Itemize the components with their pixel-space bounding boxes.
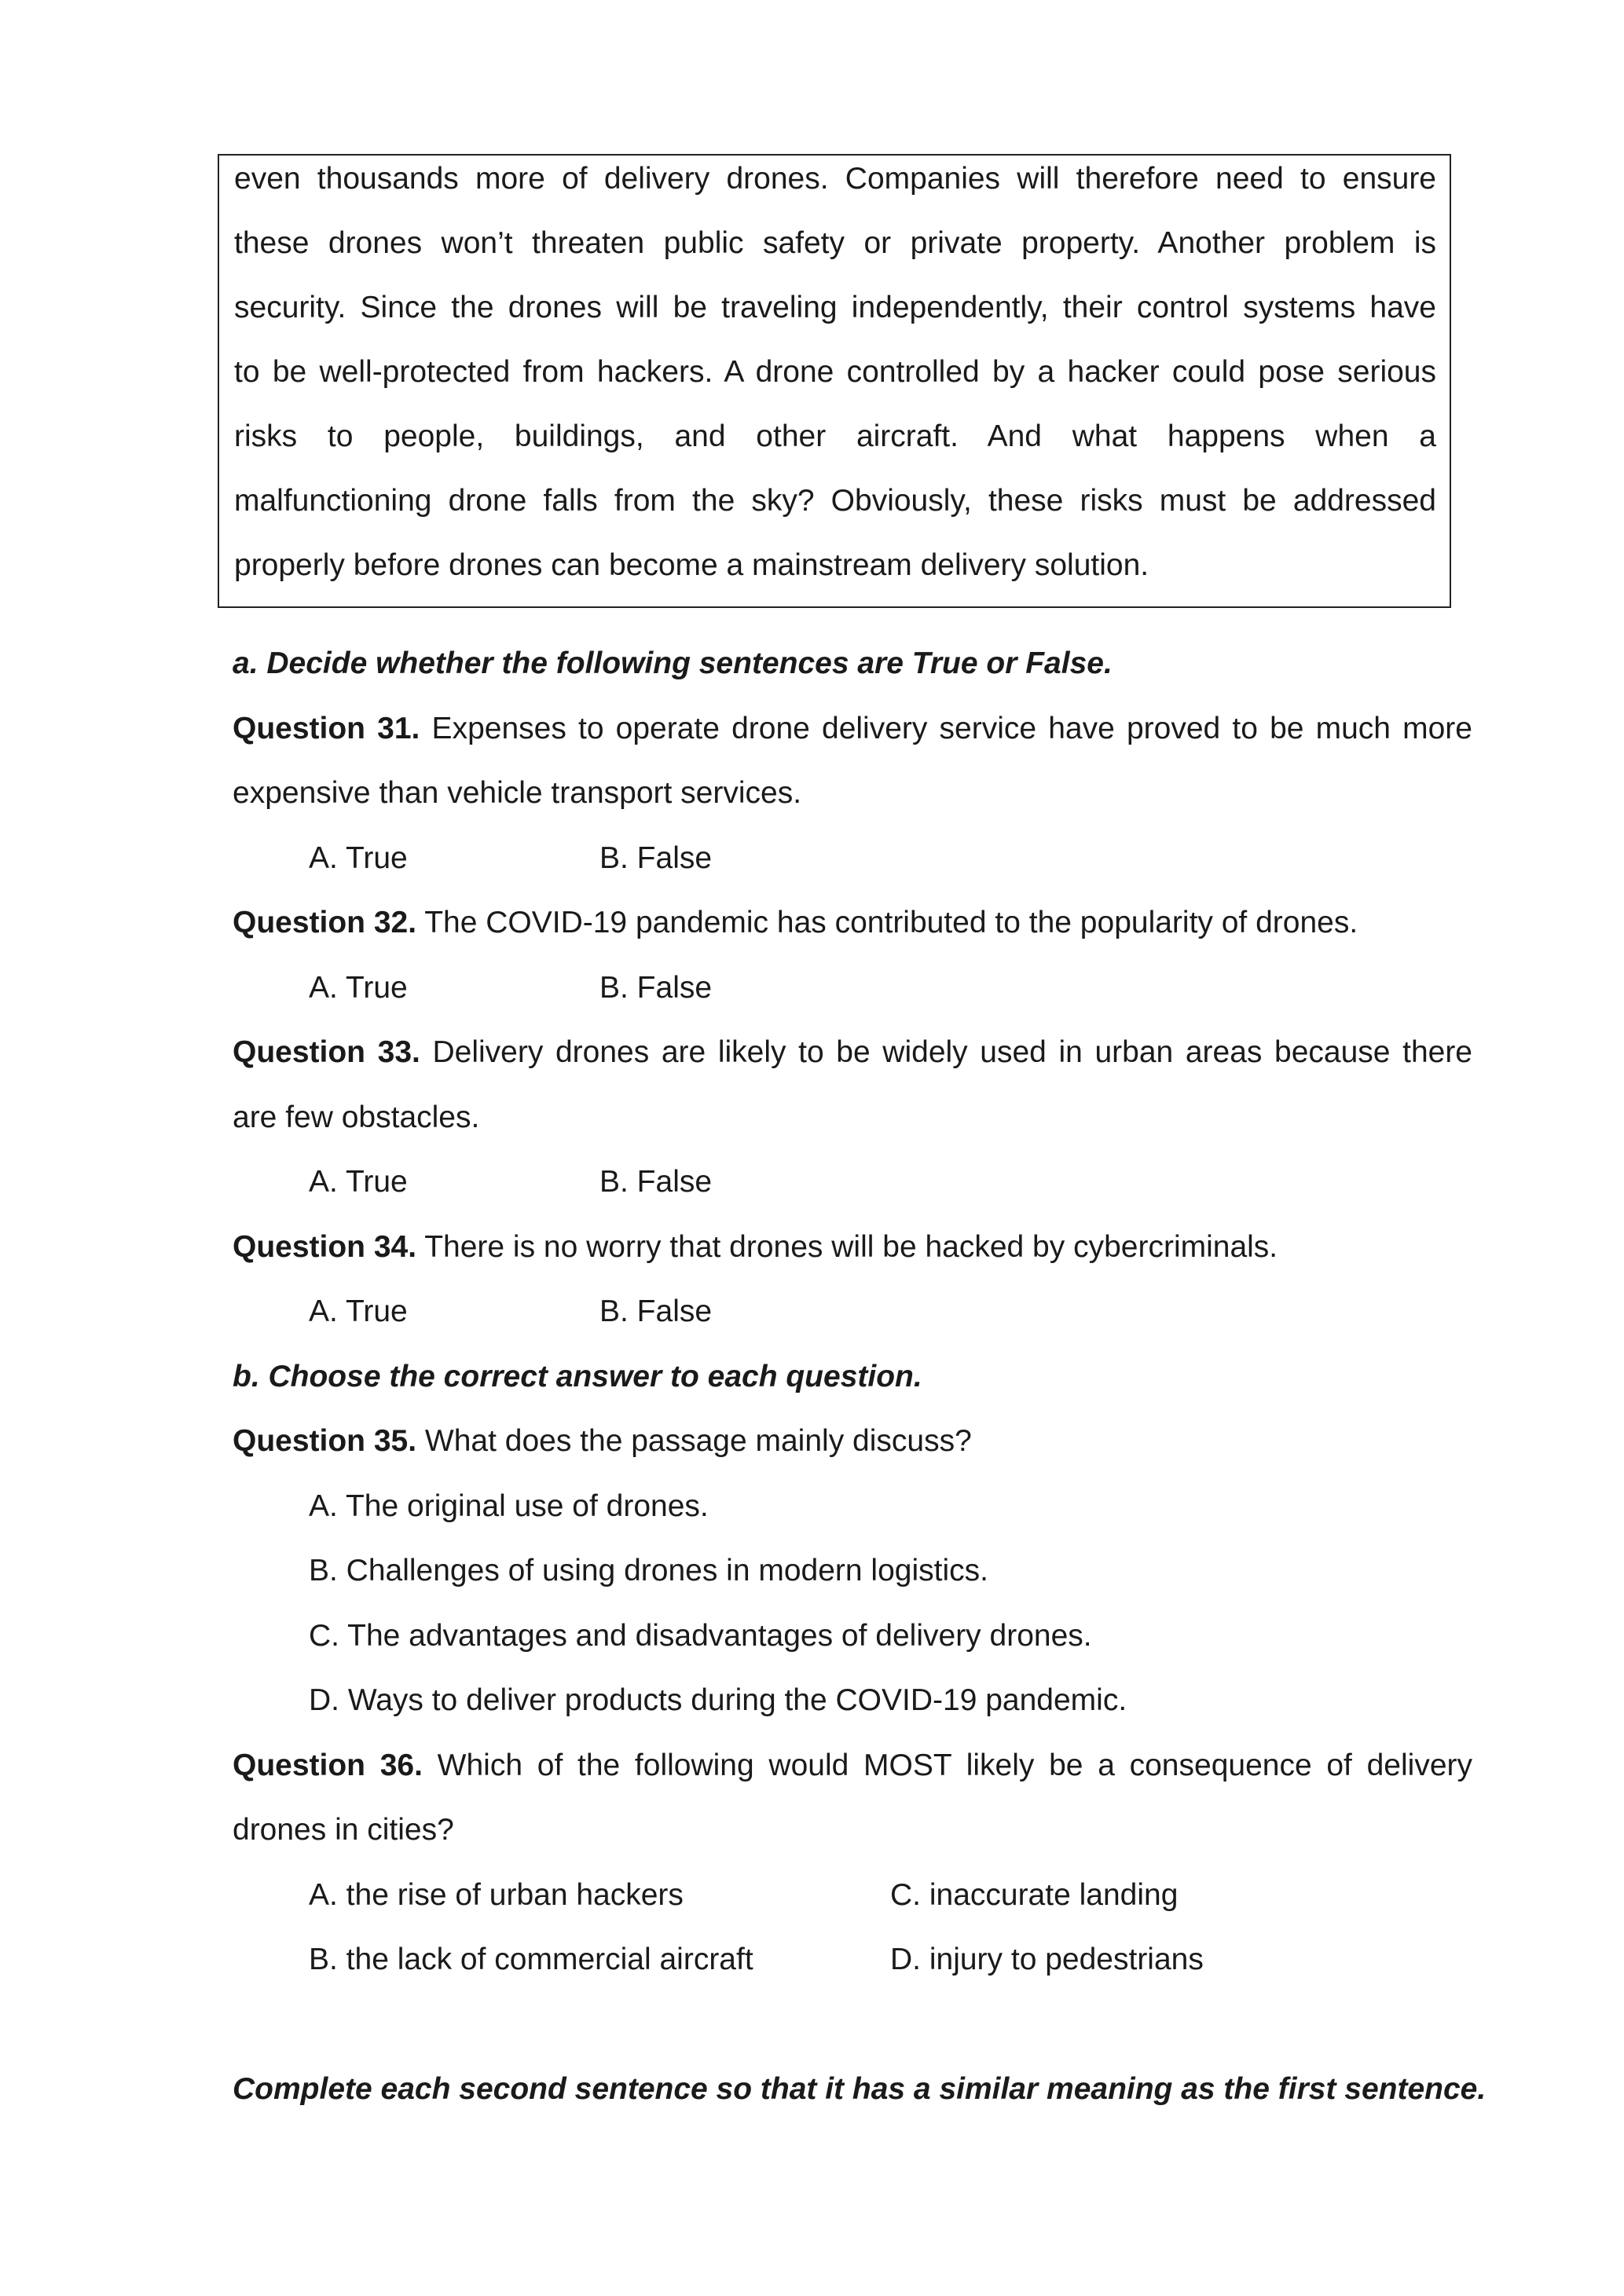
passage-line: these drones won’t threaten public safety or private property. Another problem is <box>234 226 1436 260</box>
question-35-option-d[interactable]: D. Ways to deliver products during the COVID-19 pandemic. <box>309 1683 1127 1717</box>
passage-line: to be well-protected from hackers. A drone controlled by a hacker could pose serious <box>234 355 1436 389</box>
question-36-option-b[interactable]: B. the lack of commercial aircraft <box>309 1943 753 1976</box>
question-31-option-b[interactable]: B. False <box>599 841 713 875</box>
question-32-option-b[interactable]: B. False <box>599 971 713 1005</box>
question-34-option-b[interactable]: B. False <box>599 1294 713 1328</box>
section-c-heading: Complete each second sentence so that it has a similar meaning as the first sentence. <box>233 2072 1487 2106</box>
question-36-continuation: drones in cities? <box>233 1813 454 1847</box>
question-34-label: Question 34. <box>233 1230 417 1264</box>
question-34-text <box>233 1228 1278 1267</box>
question-36-text <box>233 1746 1472 1785</box>
question-33-continuation: are few obstacles. <box>233 1100 480 1134</box>
question-32-label: Question 32. <box>233 906 417 939</box>
question-31-continuation: expensive than vehicle transport services. <box>233 776 802 810</box>
question-31-option-a[interactable]: A. True <box>309 841 408 875</box>
question-36-label: Question 36. <box>233 1749 423 1782</box>
question-33-stem: Delivery drones are likely to be widely used in urban areas because there <box>420 1035 1472 1069</box>
question-36-option-d[interactable]: D. injury to pedestrians <box>890 1943 1204 1976</box>
question-34-stem: There is no worry that drones will be hacked by cybercriminals. <box>416 1230 1278 1264</box>
question-35-option-c[interactable]: C. The advantages and disadvantages of delivery drones. <box>309 1619 1092 1653</box>
question-32-option-a[interactable]: A. True <box>309 971 408 1005</box>
question-35-option-a[interactable]: A. The original use of drones. <box>309 1489 709 1523</box>
question-35-text <box>233 1422 972 1461</box>
section-a-heading: a. Decide whether the following sentences are True or False. <box>233 646 1113 680</box>
passage-line: security. Since the drones will be traveling independently, their control systems have <box>234 291 1436 324</box>
question-31-text <box>233 709 1472 749</box>
reading-passage-box <box>218 154 1451 608</box>
passage-line: malfunctioning drone falls from the sky? Obviously, these risks must be addressed <box>234 484 1436 518</box>
passage-line: even thousands more of delivery drones. Companies will therefore need to ensure <box>234 162 1436 196</box>
question-31-label: Question 31. <box>233 712 420 745</box>
question-33-option-b[interactable]: B. False <box>599 1165 713 1199</box>
question-31-stem: Expenses to operate drone delivery service have proved to be much more <box>420 712 1472 745</box>
question-35-stem: What does the passage mainly discuss? <box>416 1424 972 1458</box>
question-35-label: Question 35. <box>233 1424 417 1458</box>
question-32-text <box>233 903 1358 943</box>
question-36-option-c[interactable]: C. inaccurate landing <box>890 1878 1179 1912</box>
question-33-text <box>233 1033 1472 1072</box>
question-33-option-a[interactable]: A. True <box>309 1165 408 1199</box>
question-32-stem: The COVID-19 pandemic has contributed to the popularity of drones. <box>416 906 1358 939</box>
passage-line: risks to people, buildings, and other aircraft. And what happens when a <box>234 419 1436 453</box>
section-b-heading: b. Choose the correct answer to each question. <box>233 1360 922 1393</box>
question-36-stem: Which of the following would MOST likely be a consequence of delivery <box>422 1749 1472 1782</box>
question-34-option-a[interactable]: A. True <box>309 1294 408 1328</box>
question-36-option-a[interactable]: A. the rise of urban hackers <box>309 1878 684 1912</box>
question-35-option-b[interactable]: B. Challenges of using drones in modern logistics. <box>309 1554 988 1587</box>
passage-line: properly before drones can become a mainstream delivery solution. <box>234 548 1149 582</box>
question-33-label: Question 33. <box>233 1035 420 1069</box>
